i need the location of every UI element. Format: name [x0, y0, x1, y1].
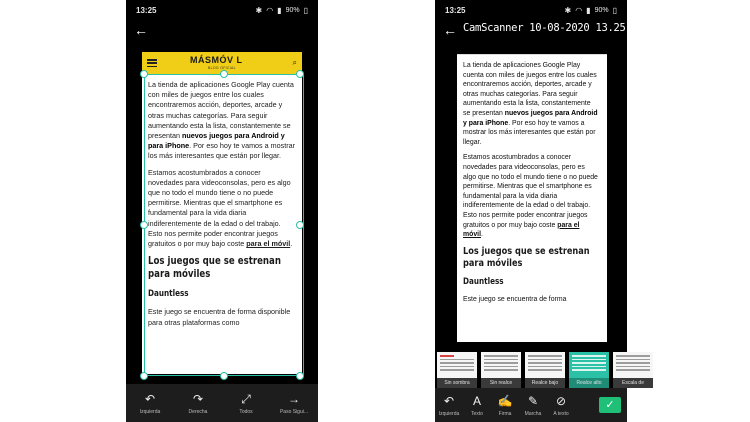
signature-button[interactable]: ✍ Firma: [497, 393, 513, 417]
check-icon: ✓: [605, 399, 615, 411]
filter-option[interactable]: Escala de: [613, 352, 653, 388]
text-button[interactable]: A Texto: [471, 393, 483, 417]
next-step-button[interactable]: → Paso Sigui...: [279, 391, 309, 415]
paragraph-2: Estamos acostumbrados a conocer novedades para videoconsolas, pero es algo que no todo el mundo tiene o no puede permitirse. Mientras que el smartphone es fundamental para la vida diaria indiferentemente de la edad o del trabajo. Esto nos permite poder encontrar juegos gratuitos o por muy bajo coste para el móvil.: [463, 154, 598, 239]
battery-level: 90%: [285, 6, 300, 14]
expand-all-icon: ⤢: [241, 391, 251, 406]
battery-level: 90%: [594, 6, 609, 14]
filter-option-selected[interactable]: Realce alto: [569, 352, 609, 388]
subsection-heading: Dauntless: [148, 289, 189, 300]
crop-handle-bottom[interactable]: [220, 372, 228, 380]
battery-icon: ▯: [612, 5, 617, 15]
paragraph-1: La tienda de aplicaciones Google Play cuenta con miles de juegos entre los cuales encontraremos acción, deportes, arcade y otras muchas categorías. Para seguir aumentando esta la lista, constantemente se presentan nuevos juegos para Android y para iPhone. Por eso hoy te vamos a mostrar los más interesantes que están por llegar.: [148, 80, 295, 161]
status-bar: [435, 0, 627, 20]
rotate-left-icon: ↶: [144, 391, 156, 406]
status-bar: [126, 0, 318, 20]
bluetooth-icon: ✱: [255, 5, 263, 15]
signature-icon: ✍: [497, 393, 513, 408]
site-logo: MÁSMÓV L: [190, 55, 243, 65]
crop-handle-top[interactable]: [220, 70, 228, 78]
wifi-icon: ◠: [266, 5, 274, 15]
to-text-icon: ⊘: [555, 393, 567, 408]
paragraph-2: Estamos acostumbrados a conocer novedades para videoconsolas, pero es algo que no todo el mundo tiene o no puede permitirse. Mientras que el smartphone es fundamental para la vida diaria indiferentemente de la edad o del trabajo. Esto nos permite poder encontrar juegos gratuitos o por muy bajo coste para el móvil.: [148, 167, 293, 249]
back-arrow-icon[interactable]: ←: [443, 22, 457, 38]
watermark-icon: ✎: [527, 393, 539, 408]
confirm-button[interactable]: [599, 397, 621, 413]
filter-option[interactable]: Sin sombra: [437, 352, 477, 388]
phone-filter-screen: [435, 0, 644, 422]
next-arrow-icon: →: [288, 391, 300, 406]
section-heading: Los juegos que se estrenan para móviles: [463, 245, 590, 269]
signal-icon: ▮: [277, 5, 282, 15]
document-preview: [142, 52, 302, 374]
hamburger-menu-icon: [147, 59, 157, 67]
rotate-left-button[interactable]: ↶ Izquierda: [438, 393, 460, 417]
scanned-page-preview: [457, 54, 607, 342]
to-text-button[interactable]: ⊘ A texto: [553, 393, 569, 417]
select-all-button[interactable]: ⤢ Todos: [239, 391, 253, 415]
paragraph-1: La tienda de aplicaciones Google Play cuenta con miles de juegos entre los cuales encontraremos acción, deportes, arcade y otras muchas categorías. Para seguir aumentando esta la lista, constantemente se presentan nuevos juegos para Android y para iPhone. Por eso hoy te vamos a mostrar los más interesantes que están por llegar.: [463, 62, 598, 146]
mobile-link: para el móvil: [246, 239, 291, 249]
crop-handle-bottom-left[interactable]: [140, 372, 148, 380]
rotate-left-icon: ↶: [443, 393, 455, 408]
site-tagline: BLOG OFICIAL: [208, 66, 236, 70]
filter-option[interactable]: Realce bajo: [525, 352, 565, 388]
watermark-button[interactable]: ✎ Marcha: [524, 393, 542, 417]
mobile-link: para el móvil: [463, 221, 580, 239]
search-icon: ⌕: [292, 58, 297, 67]
paragraph-3: Este juego se encuentra de forma: [463, 296, 567, 304]
signal-icon: ▮: [586, 5, 591, 15]
status-time: 13:25: [445, 5, 466, 15]
subsection-heading: Dauntless: [463, 276, 504, 287]
phone-crop-screen: [126, 0, 318, 422]
document-title[interactable]: CamScanner 10-08-2020 13.25.23: [463, 22, 644, 34]
crop-handle-right[interactable]: [296, 221, 304, 229]
battery-icon: ▯: [303, 5, 308, 15]
paragraph-3: Este juego se encuentra de forma disponible para otras plataformas como: [148, 307, 291, 327]
edit-toolbar: [435, 388, 627, 422]
rotate-right-button[interactable]: ↷ Derecha: [188, 391, 208, 415]
crop-handle-top-right[interactable]: [296, 70, 304, 78]
crop-handle-bottom-right[interactable]: [296, 372, 304, 380]
status-time: 13:25: [136, 5, 157, 15]
rotate-right-icon: ↷: [192, 391, 204, 406]
crop-handle-top-left[interactable]: [140, 70, 148, 78]
article-body: [142, 74, 302, 328]
back-arrow-icon[interactable]: ←: [134, 22, 148, 38]
section-heading: Los juegos que se estrenan para móviles: [148, 255, 281, 281]
crop-handle-left[interactable]: [140, 221, 148, 229]
text-icon: A: [472, 393, 481, 408]
filter-thumbnails: [435, 352, 644, 388]
filter-option[interactable]: Sin realce: [481, 352, 521, 388]
bluetooth-icon: ✱: [564, 5, 572, 15]
rotate-left-button[interactable]: ↶ Izquierda: [139, 391, 161, 415]
crop-toolbar: [126, 384, 318, 422]
wifi-icon: ◠: [575, 5, 583, 15]
article-body: [457, 55, 607, 305]
